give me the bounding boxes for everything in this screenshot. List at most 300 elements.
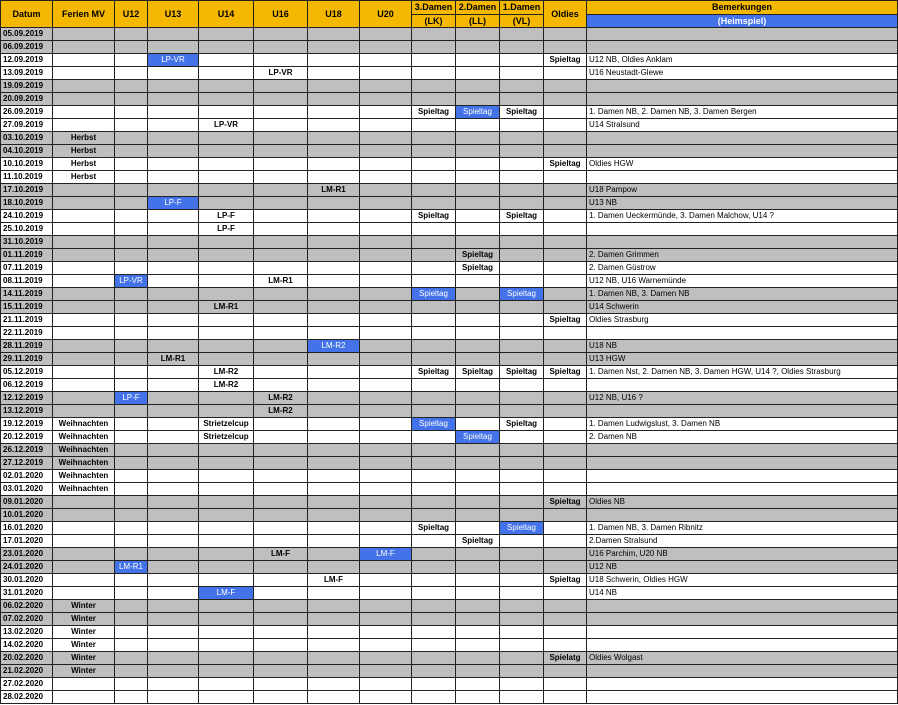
cell-oldies	[544, 600, 587, 613]
cell-d2	[456, 522, 500, 535]
cell-u14	[199, 171, 254, 184]
cell-u14	[199, 522, 254, 535]
cell-u14: LM-R1	[199, 301, 254, 314]
cell-d3	[412, 67, 456, 80]
cell-u20	[360, 262, 412, 275]
cell-d2	[456, 665, 500, 678]
cell-d1	[500, 600, 544, 613]
cell-d1	[500, 275, 544, 288]
cell-d3	[412, 93, 456, 106]
cell-ferien	[53, 496, 115, 509]
cell-d1: Spieltag	[500, 106, 544, 119]
cell-bem	[587, 509, 898, 522]
cell-ferien: Winter	[53, 652, 115, 665]
cell-datum: 31.10.2019	[1, 236, 53, 249]
table-row	[1, 639, 898, 652]
cell-u20	[360, 353, 412, 366]
cell-u12	[115, 106, 148, 119]
cell-u13	[148, 288, 199, 301]
cell-d1	[500, 262, 544, 275]
cell-u12	[115, 210, 148, 223]
cell-u16	[254, 171, 308, 184]
cell-u12	[115, 262, 148, 275]
table-row	[1, 522, 898, 535]
cell-bem	[587, 171, 898, 184]
cell-u20	[360, 574, 412, 587]
cell-u12	[115, 639, 148, 652]
cell-oldies	[544, 132, 587, 145]
cell-u13	[148, 496, 199, 509]
cell-d3	[412, 665, 456, 678]
cell-u18	[308, 496, 360, 509]
cell-u12	[115, 366, 148, 379]
cell-u12	[115, 509, 148, 522]
cell-oldies	[544, 353, 587, 366]
cell-u13	[148, 262, 199, 275]
cell-u14: Strietzelcup	[199, 431, 254, 444]
table-row	[1, 93, 898, 106]
cell-u16	[254, 379, 308, 392]
cell-d1	[500, 353, 544, 366]
cell-u12	[115, 223, 148, 236]
cell-bem: U14 Schwerin	[587, 301, 898, 314]
cell-u16: LM-R2	[254, 405, 308, 418]
cell-u13	[148, 691, 199, 704]
cell-u20: LM-F	[360, 548, 412, 561]
cell-bem: 2. Damen Grimmen	[587, 249, 898, 262]
cell-u18	[308, 197, 360, 210]
cell-u13	[148, 119, 199, 132]
cell-datum: 19.09.2019	[1, 80, 53, 93]
cell-bem	[587, 327, 898, 340]
cell-u18	[308, 145, 360, 158]
cell-datum: 26.12.2019	[1, 444, 53, 457]
cell-d3	[412, 301, 456, 314]
cell-d1: Spieltag	[500, 522, 544, 535]
cell-datum: 02.01.2020	[1, 470, 53, 483]
cell-u16	[254, 678, 308, 691]
table-row	[1, 41, 898, 54]
cell-d1	[500, 340, 544, 353]
col-u18: U18	[308, 1, 360, 28]
cell-oldies	[544, 535, 587, 548]
table-row	[1, 197, 898, 210]
cell-d1	[500, 158, 544, 171]
cell-u18: LM-F	[308, 574, 360, 587]
cell-u16: LM-R1	[254, 275, 308, 288]
table-row	[1, 28, 898, 41]
cell-u14	[199, 496, 254, 509]
table-row	[1, 106, 898, 119]
cell-oldies	[544, 223, 587, 236]
cell-ferien	[53, 119, 115, 132]
cell-oldies	[544, 275, 587, 288]
cell-datum: 17.01.2020	[1, 535, 53, 548]
cell-u20	[360, 626, 412, 639]
table-row	[1, 470, 898, 483]
table-row	[1, 457, 898, 470]
cell-datum: 16.01.2020	[1, 522, 53, 535]
table-row	[1, 405, 898, 418]
cell-u14	[199, 626, 254, 639]
cell-datum: 13.09.2019	[1, 67, 53, 80]
cell-d2: Spieltag	[456, 249, 500, 262]
cell-d3	[412, 574, 456, 587]
cell-u16	[254, 496, 308, 509]
cell-datum: 06.12.2019	[1, 379, 53, 392]
cell-d3	[412, 587, 456, 600]
cell-u18	[308, 288, 360, 301]
cell-d1	[500, 67, 544, 80]
cell-ferien: Weihnachten	[53, 431, 115, 444]
cell-bem: U12 NB, U16 ?	[587, 392, 898, 405]
cell-d1	[500, 639, 544, 652]
cell-bem	[587, 132, 898, 145]
cell-d2	[456, 483, 500, 496]
cell-oldies: Spielatg	[544, 652, 587, 665]
cell-u13	[148, 418, 199, 431]
cell-u16	[254, 145, 308, 158]
cell-u13	[148, 249, 199, 262]
cell-datum: 24.01.2020	[1, 561, 53, 574]
cell-u12	[115, 28, 148, 41]
cell-datum: 19.12.2019	[1, 418, 53, 431]
table-row	[1, 561, 898, 574]
cell-bem	[587, 379, 898, 392]
table-row	[1, 626, 898, 639]
cell-d2	[456, 145, 500, 158]
cell-u14	[199, 600, 254, 613]
cell-d1	[500, 223, 544, 236]
cell-ferien: Weihnachten	[53, 470, 115, 483]
cell-u16	[254, 418, 308, 431]
cell-d1	[500, 28, 544, 41]
cell-u14	[199, 275, 254, 288]
table-row	[1, 587, 898, 600]
cell-u13	[148, 80, 199, 93]
cell-oldies	[544, 405, 587, 418]
cell-u16	[254, 106, 308, 119]
cell-u12	[115, 353, 148, 366]
cell-ferien	[53, 574, 115, 587]
cell-u16: LM-R2	[254, 392, 308, 405]
cell-d3	[412, 639, 456, 652]
cell-d2	[456, 353, 500, 366]
cell-u20	[360, 561, 412, 574]
cell-u12	[115, 522, 148, 535]
cell-d3	[412, 249, 456, 262]
cell-d3	[412, 548, 456, 561]
cell-u18	[308, 678, 360, 691]
cell-datum: 01.11.2019	[1, 249, 53, 262]
cell-ferien	[53, 249, 115, 262]
cell-oldies	[544, 483, 587, 496]
cell-d3	[412, 158, 456, 171]
cell-datum: 21.11.2019	[1, 314, 53, 327]
cell-u13: LP-VR	[148, 54, 199, 67]
table-row	[1, 600, 898, 613]
cell-datum: 30.01.2020	[1, 574, 53, 587]
col-u16: U16	[254, 1, 308, 28]
cell-d2	[456, 327, 500, 340]
table-row	[1, 54, 898, 67]
cell-u18	[308, 223, 360, 236]
col-u13: U13	[148, 1, 199, 28]
cell-bem: U12 NB, U16 Warnemünde	[587, 275, 898, 288]
cell-u12	[115, 236, 148, 249]
cell-u12	[115, 93, 148, 106]
cell-u12	[115, 54, 148, 67]
cell-u12	[115, 444, 148, 457]
cell-u13	[148, 366, 199, 379]
cell-oldies: Spieltag	[544, 574, 587, 587]
table-row	[1, 548, 898, 561]
cell-d3	[412, 678, 456, 691]
table-row	[1, 509, 898, 522]
cell-u20	[360, 171, 412, 184]
cell-datum: 05.12.2019	[1, 366, 53, 379]
cell-u18	[308, 470, 360, 483]
cell-d1: Spieltag	[500, 366, 544, 379]
cell-u20	[360, 197, 412, 210]
cell-u12: LP-F	[115, 392, 148, 405]
cell-d1	[500, 119, 544, 132]
cell-u13	[148, 314, 199, 327]
cell-bem	[587, 600, 898, 613]
cell-datum: 03.01.2020	[1, 483, 53, 496]
cell-datum: 03.10.2019	[1, 132, 53, 145]
cell-bem	[587, 483, 898, 496]
cell-ferien: Weihnachten	[53, 457, 115, 470]
cell-d3	[412, 236, 456, 249]
cell-oldies	[544, 184, 587, 197]
cell-ferien	[53, 106, 115, 119]
cell-ferien	[53, 262, 115, 275]
cell-d3	[412, 197, 456, 210]
cell-u14	[199, 184, 254, 197]
cell-d1	[500, 197, 544, 210]
cell-u20	[360, 119, 412, 132]
cell-u16	[254, 54, 308, 67]
cell-u20	[360, 210, 412, 223]
cell-ferien	[53, 54, 115, 67]
cell-d1	[500, 652, 544, 665]
cell-u14	[199, 509, 254, 522]
cell-u12	[115, 80, 148, 93]
table-row	[1, 665, 898, 678]
cell-u13	[148, 145, 199, 158]
cell-datum: 20.12.2019	[1, 431, 53, 444]
cell-ferien	[53, 340, 115, 353]
cell-bem: 1. Damen Nst, 2. Damen NB, 3. Damen HGW, U14 ?, Oldies Strasburg	[587, 366, 898, 379]
cell-u14	[199, 80, 254, 93]
cell-d1	[500, 405, 544, 418]
cell-u13: LP-F	[148, 197, 199, 210]
cell-u16	[254, 470, 308, 483]
cell-u20	[360, 418, 412, 431]
cell-u18	[308, 275, 360, 288]
cell-u12	[115, 678, 148, 691]
cell-bem: Oldies Strasburg	[587, 314, 898, 327]
cell-oldies	[544, 613, 587, 626]
cell-ferien	[53, 678, 115, 691]
cell-u12	[115, 184, 148, 197]
cell-ferien	[53, 197, 115, 210]
table-row	[1, 327, 898, 340]
cell-u20	[360, 93, 412, 106]
cell-u16	[254, 210, 308, 223]
cell-oldies	[544, 691, 587, 704]
cell-u14: LP-F	[199, 210, 254, 223]
cell-u14	[199, 678, 254, 691]
cell-ferien: Weihnachten	[53, 444, 115, 457]
col-u20: U20	[360, 1, 412, 28]
cell-u13	[148, 535, 199, 548]
cell-d2	[456, 444, 500, 457]
cell-datum: 24.10.2019	[1, 210, 53, 223]
table-row	[1, 366, 898, 379]
table-row	[1, 535, 898, 548]
cell-u13	[148, 132, 199, 145]
cell-u14	[199, 574, 254, 587]
cell-u16	[254, 535, 308, 548]
cell-bem: U13 NB	[587, 197, 898, 210]
cell-d2	[456, 574, 500, 587]
cell-oldies	[544, 262, 587, 275]
cell-oldies	[544, 80, 587, 93]
cell-oldies	[544, 301, 587, 314]
cell-u16	[254, 522, 308, 535]
cell-u12	[115, 171, 148, 184]
cell-d3	[412, 41, 456, 54]
cell-ferien	[53, 210, 115, 223]
cell-u18	[308, 106, 360, 119]
cell-ferien	[53, 327, 115, 340]
cell-u14: LM-F	[199, 587, 254, 600]
cell-d2	[456, 418, 500, 431]
cell-d1	[500, 574, 544, 587]
cell-datum: 17.10.2019	[1, 184, 53, 197]
cell-u18	[308, 457, 360, 470]
cell-u20	[360, 54, 412, 67]
cell-u20	[360, 28, 412, 41]
cell-d3	[412, 535, 456, 548]
cell-u16	[254, 249, 308, 262]
cell-u16	[254, 431, 308, 444]
cell-oldies	[544, 665, 587, 678]
cell-u14	[199, 314, 254, 327]
cell-u13	[148, 184, 199, 197]
table-row	[1, 431, 898, 444]
cell-bem: U18 Pampow	[587, 184, 898, 197]
cell-u16	[254, 236, 308, 249]
cell-u12	[115, 652, 148, 665]
cell-d3	[412, 613, 456, 626]
cell-u18	[308, 171, 360, 184]
cell-datum: 15.11.2019	[1, 301, 53, 314]
col-datum: Datum	[1, 1, 53, 28]
cell-u18	[308, 392, 360, 405]
cell-u18	[308, 41, 360, 54]
cell-u18	[308, 522, 360, 535]
cell-u16	[254, 574, 308, 587]
cell-oldies	[544, 288, 587, 301]
table-row	[1, 652, 898, 665]
cell-datum: 13.02.2020	[1, 626, 53, 639]
cell-datum: 14.11.2019	[1, 288, 53, 301]
cell-u13	[148, 548, 199, 561]
cell-u12	[115, 691, 148, 704]
cell-u20	[360, 80, 412, 93]
cell-ferien	[53, 509, 115, 522]
cell-d3	[412, 275, 456, 288]
cell-datum: 08.11.2019	[1, 275, 53, 288]
cell-u18	[308, 119, 360, 132]
cell-d3	[412, 262, 456, 275]
cell-d3	[412, 496, 456, 509]
cell-ferien: Weihnachten	[53, 418, 115, 431]
table-row	[1, 210, 898, 223]
cell-oldies	[544, 639, 587, 652]
cell-u14	[199, 327, 254, 340]
cell-d3	[412, 444, 456, 457]
cell-ferien	[53, 288, 115, 301]
cell-u16	[254, 561, 308, 574]
cell-u18	[308, 158, 360, 171]
cell-bem: U18 Schwerin, Oldies HGW	[587, 574, 898, 587]
cell-u12	[115, 249, 148, 262]
cell-oldies	[544, 249, 587, 262]
cell-u12	[115, 548, 148, 561]
cell-d1	[500, 496, 544, 509]
cell-u12	[115, 67, 148, 80]
cell-u18	[308, 314, 360, 327]
cell-u13	[148, 392, 199, 405]
cell-datum: 06.09.2019	[1, 41, 53, 54]
table-row	[1, 145, 898, 158]
cell-d1	[500, 249, 544, 262]
cell-bem	[587, 145, 898, 158]
cell-ferien	[53, 275, 115, 288]
cell-ferien	[53, 379, 115, 392]
cell-u14	[199, 457, 254, 470]
cell-datum: 10.10.2019	[1, 158, 53, 171]
cell-d2	[456, 288, 500, 301]
cell-ferien	[53, 314, 115, 327]
cell-u20	[360, 405, 412, 418]
cell-d1	[500, 457, 544, 470]
cell-u14	[199, 67, 254, 80]
cell-d3: Spieltag	[412, 522, 456, 535]
cell-bem: U16 Neustadt-Glewe	[587, 67, 898, 80]
cell-datum: 04.10.2019	[1, 145, 53, 158]
cell-d2	[456, 691, 500, 704]
cell-ferien	[53, 405, 115, 418]
cell-u12	[115, 496, 148, 509]
cell-d2	[456, 652, 500, 665]
cell-d1	[500, 327, 544, 340]
cell-oldies	[544, 522, 587, 535]
cell-d3	[412, 431, 456, 444]
cell-u13	[148, 67, 199, 80]
cell-datum: 10.01.2020	[1, 509, 53, 522]
cell-u18	[308, 379, 360, 392]
cell-bem	[587, 678, 898, 691]
cell-bem	[587, 457, 898, 470]
cell-datum: 13.12.2019	[1, 405, 53, 418]
table-row	[1, 392, 898, 405]
col-ferien: Ferien MV	[53, 1, 115, 28]
